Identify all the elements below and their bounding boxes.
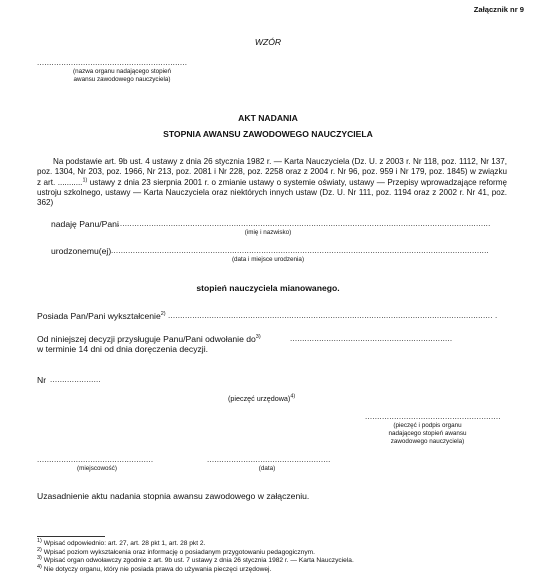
organ-dots[interactable]: .............................................................. xyxy=(37,58,188,67)
footnote-text: Nie dotyczy organu, który nie posiada prawa do używania pieczęci urzędowej. xyxy=(43,565,272,573)
attachment-number: Załącznik nr 9 xyxy=(473,5,524,14)
legal-basis-text-part2: ustawy z dnia 23 sierpnia 2001 r. o zmianie ustawy o systemie oświaty, ustawy — Przepisy wprowadzające reformę ustroju szkolnego, ustawy — Karta Nauczyciela oraz niektórych innych ustaw (Dz. U. Nr 111, poz. 1194 oraz z 2002 r. Nr 41, poz. 362) xyxy=(37,177,507,208)
footnote-number: 1) xyxy=(37,537,42,544)
grant-label: nadaję Panu/Pani xyxy=(51,219,119,229)
education-row xyxy=(37,311,166,322)
footnote-ref-4: 4) xyxy=(290,393,296,400)
appeal-deadline: w terminie 14 dni od dnia doręczenia decyzji. xyxy=(37,344,209,354)
organ-caption-line1: (nazwa organu nadającego stopień xyxy=(72,68,172,75)
grant-caption: (imię i nazwisko) xyxy=(244,229,292,236)
signature-dots[interactable]: ........................................................ xyxy=(365,412,501,421)
footnote-number: 2) xyxy=(37,546,42,553)
place-caption: (miejscowość) xyxy=(77,465,117,472)
signature-caption-line3: zawodowego nauczyciela) xyxy=(390,438,465,445)
legal-basis-text-part1: Na podstawie art. 9b ust. 4 ustawy z dnia 26 stycznia 1982 r. — Karta Nauczyciela (Dz. U. z 2003 r. Nr 118, poz. 1112, Nr 137, poz. 1304, Nr 203, poz. 1966, Nr 213, poz. 2081 i Nr 228, poz. 2258 oraz z 2004 r. Nr 96, poz. 959 i Nr 179, poz. 1845) w związku z art. ........... xyxy=(37,157,507,187)
footnote-separator xyxy=(37,536,105,537)
seal-text: (pieczęć urzędowa) xyxy=(228,394,291,403)
grant-name-field[interactable]: ........................................................................................................................................................... xyxy=(115,219,491,228)
signature-caption xyxy=(365,422,490,446)
number-label: Nr xyxy=(37,375,47,385)
document-title: AKT NADANIA xyxy=(238,113,298,123)
appeal-field[interactable]: ................................................................... xyxy=(290,334,453,343)
education-label: Posiada Pan/Pani wykształcenie xyxy=(37,311,161,321)
date-field[interactable]: ................................................... xyxy=(207,455,331,464)
footnote-1 xyxy=(37,537,206,549)
template-label: WZÓR xyxy=(254,37,282,47)
footnote-number: 4) xyxy=(37,563,42,570)
born-caption: (data i miejsce urodzenia) xyxy=(231,256,305,263)
signature-caption-line1: (pieczęć i podpis organu xyxy=(393,422,462,429)
organ-caption xyxy=(37,68,207,84)
born-label: urodzonemu(ej) xyxy=(51,246,112,256)
document-subtitle: STOPNIA AWANSU ZAWODOWEGO NAUCZYCIELA xyxy=(163,129,373,139)
place-field[interactable]: ................................................ xyxy=(37,455,154,464)
number-field[interactable]: ..................... xyxy=(50,375,101,384)
organ-caption-line2: awansu zawodowego nauczyciela) xyxy=(73,76,171,83)
date-caption: (data) xyxy=(258,465,276,472)
footnote-ref-1: 1) xyxy=(82,176,88,183)
footnote-ref-3: 3) xyxy=(255,334,261,341)
legal-basis-paragraph xyxy=(37,157,507,208)
born-field[interactable]: ............................................................................................................................................................ xyxy=(111,246,489,255)
signature-caption-line2: nadającego stopień awansu xyxy=(388,430,467,437)
footnote-text: Wpisać poziom wykształcenia oraz informację o posiadanym przygotowaniu pedagogicznym. xyxy=(43,548,315,556)
footnote-number: 3) xyxy=(37,554,42,561)
education-field[interactable]: ...................................................................................................................................... . xyxy=(168,311,498,320)
footnote-4 xyxy=(37,563,272,575)
justification-text: Uzasadnienie aktu nadania stopnia awansu zawodowego w załączeniu. xyxy=(37,491,310,501)
appeal-label: Od niniejszej decyzji przysługuje Panu/Pani odwołanie do xyxy=(37,334,256,344)
footnote-3 xyxy=(37,554,354,566)
footnote-2 xyxy=(37,546,315,558)
official-seal-label xyxy=(228,394,295,403)
degree-title: stopień nauczyciela mianowanego. xyxy=(196,283,340,293)
footnote-text: Wpisać odpowiednio: art. 27, art. 28 pkt 1, art. 28 pkt 2. xyxy=(43,540,206,547)
footnote-ref-2: 2) xyxy=(160,311,166,318)
footnote-text: Wpisać organ odwoławczy zgodnie z art. 9b ust. 7 ustawy z dnia 26 stycznia 1982 r. — Karta Nauczyciela. xyxy=(43,557,354,564)
